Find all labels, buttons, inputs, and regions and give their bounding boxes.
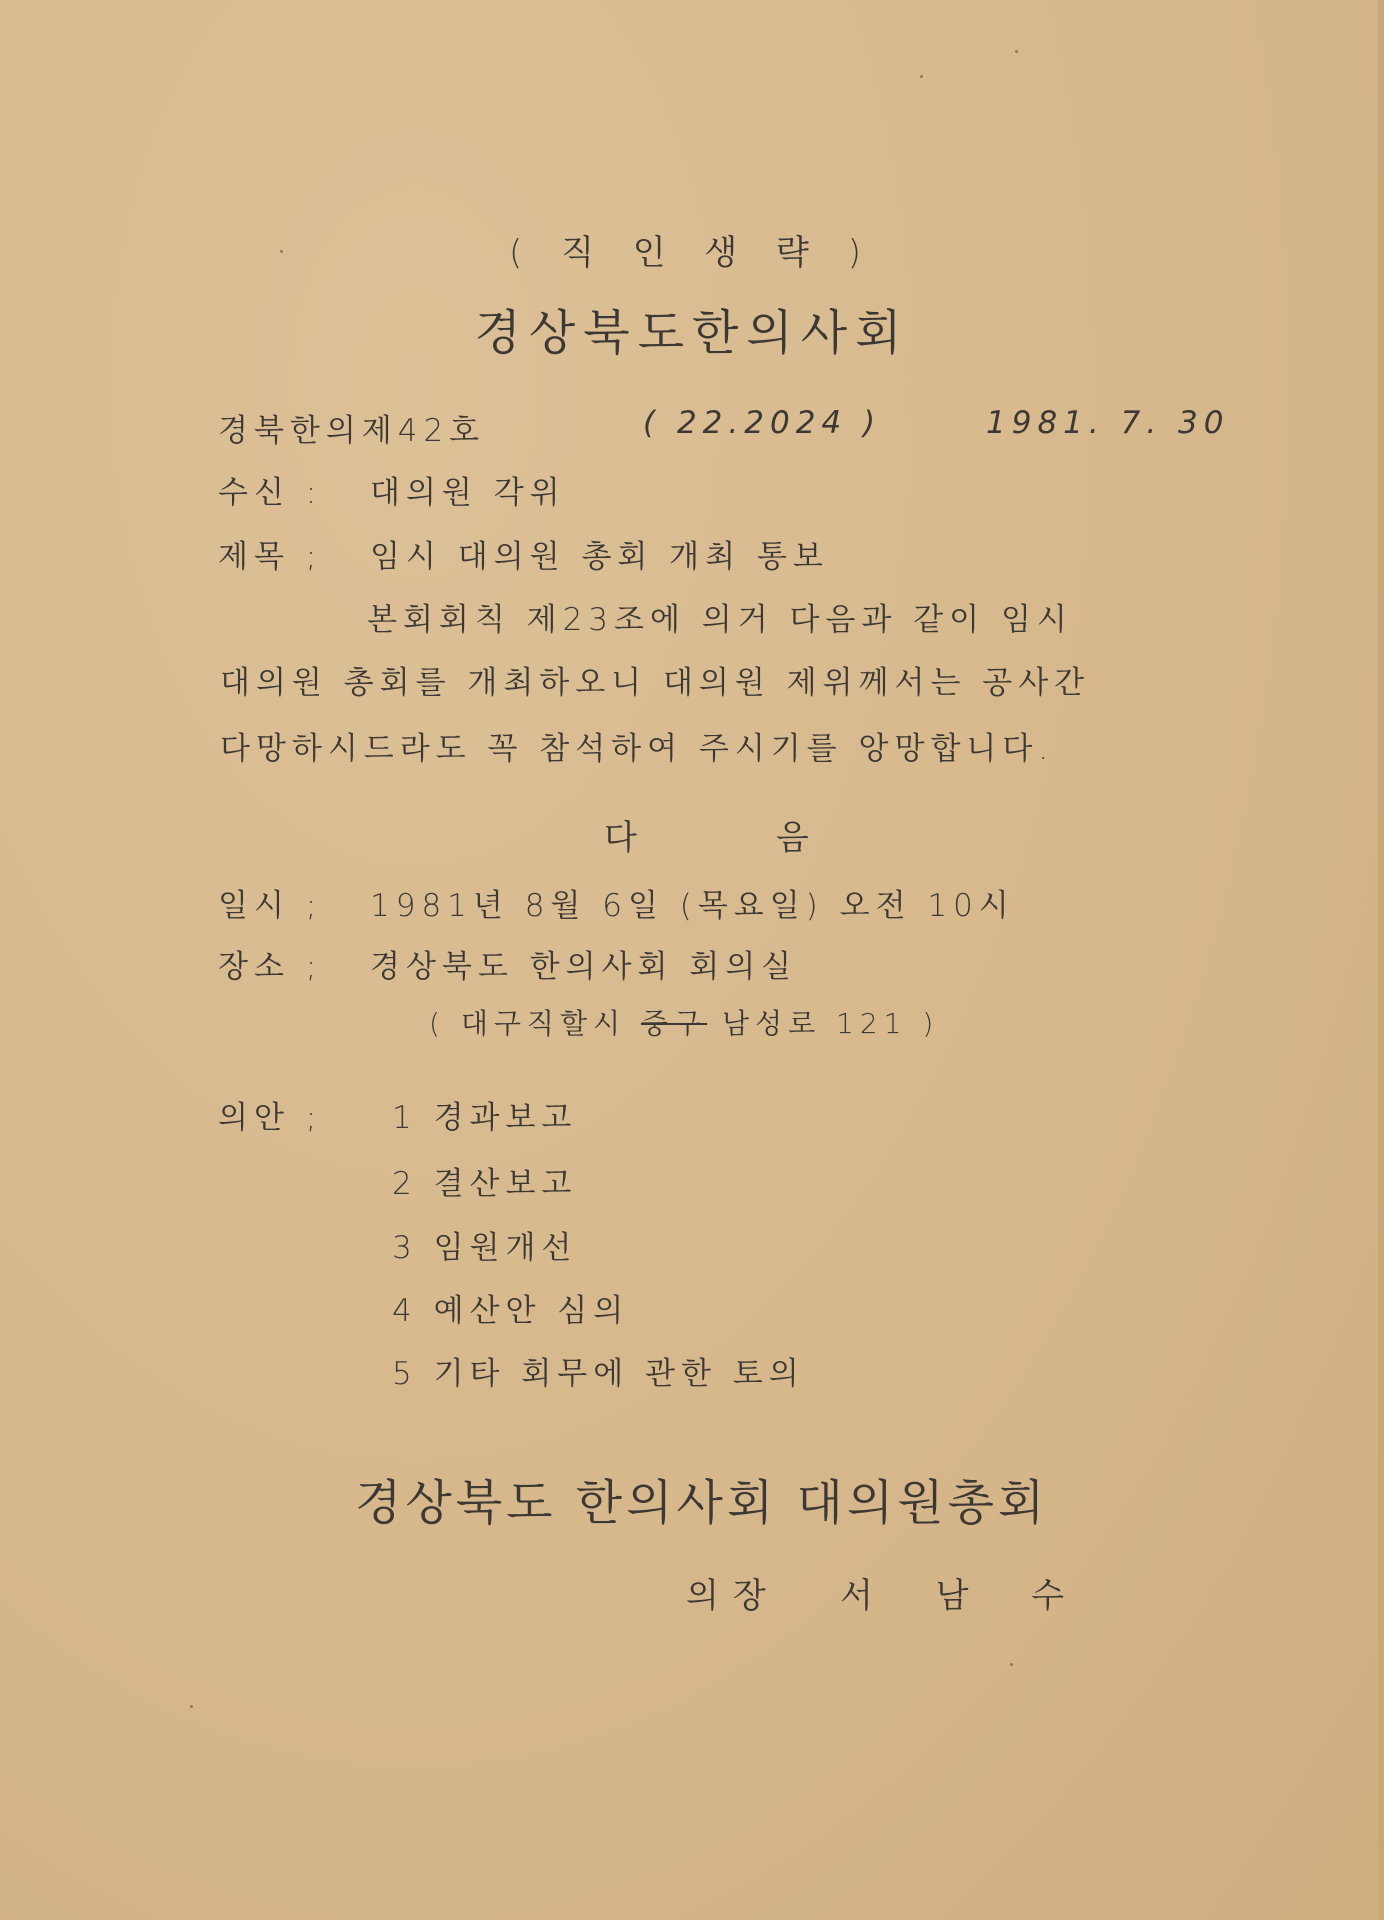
doc-number: 경북한의제42호 (218, 413, 486, 449)
chair-title: 의장 (686, 1576, 780, 1616)
agenda-label: 의안 ; (218, 1100, 323, 1136)
heading-da: 다 (604, 818, 651, 858)
recipient: 대의원 각위 (370, 475, 566, 511)
paper-speck (280, 250, 283, 253)
address-rest: 남성로 121 ) (707, 1007, 940, 1040)
body-line: 대의원 총회를 개최하오니 대의원 제위께서는 공사간 (220, 665, 1091, 701)
paper-speck (190, 1705, 193, 1708)
footer-org: 경상북도 한의사회 대의원총회 (355, 1475, 1049, 1531)
subject-label: 제목 ; (218, 539, 323, 575)
agenda-item: 2 결산보고 (392, 1166, 578, 1202)
address (429, 1002, 939, 1042)
scan-edge (1378, 0, 1384, 1920)
doc-date: 1981. 7. 30 (986, 405, 1230, 441)
org-title: 경상북도한의사회 (474, 305, 910, 361)
agenda-item: 3 임원개선 (392, 1230, 578, 1266)
agenda-item: 1 경과보고 (392, 1100, 578, 1136)
agenda-item: 4 예산안 심의 (392, 1293, 630, 1329)
paper-speck (1010, 1663, 1013, 1666)
datetime-value: 1981년 8월 6일 (목요일) 오전 10시 (370, 888, 1015, 924)
paper-speck (1015, 50, 1018, 53)
address-struck: 중구 (640, 1007, 708, 1040)
chair-name: 서 남 수 (840, 1576, 1091, 1616)
paper-speck (920, 75, 923, 78)
datetime-label: 일시 ; (218, 888, 323, 924)
recipient-label: 수신 : (218, 475, 323, 511)
subject: 임시 대의원 총회 개최 통보 (370, 539, 829, 575)
seal-omitted-note: ( 직 인 생 략 ) (509, 233, 875, 273)
heading-eum: 음 (776, 818, 823, 858)
place-value: 경상북도 한의사회 회의실 (370, 949, 798, 985)
phone-number: ( 22.2024 ) (643, 405, 882, 441)
address-open: ( 대구직할시 (429, 1007, 641, 1040)
place-label: 장소 ; (218, 949, 323, 985)
agenda-item: 5 기타 회무에 관한 토의 (392, 1356, 805, 1392)
body-line: 본회회칙 제23조에 의거 다음과 같이 임시 (367, 602, 1073, 638)
body-line: 다망하시드라도 꼭 참석하여 주시기를 앙망합니다. (220, 731, 1055, 767)
